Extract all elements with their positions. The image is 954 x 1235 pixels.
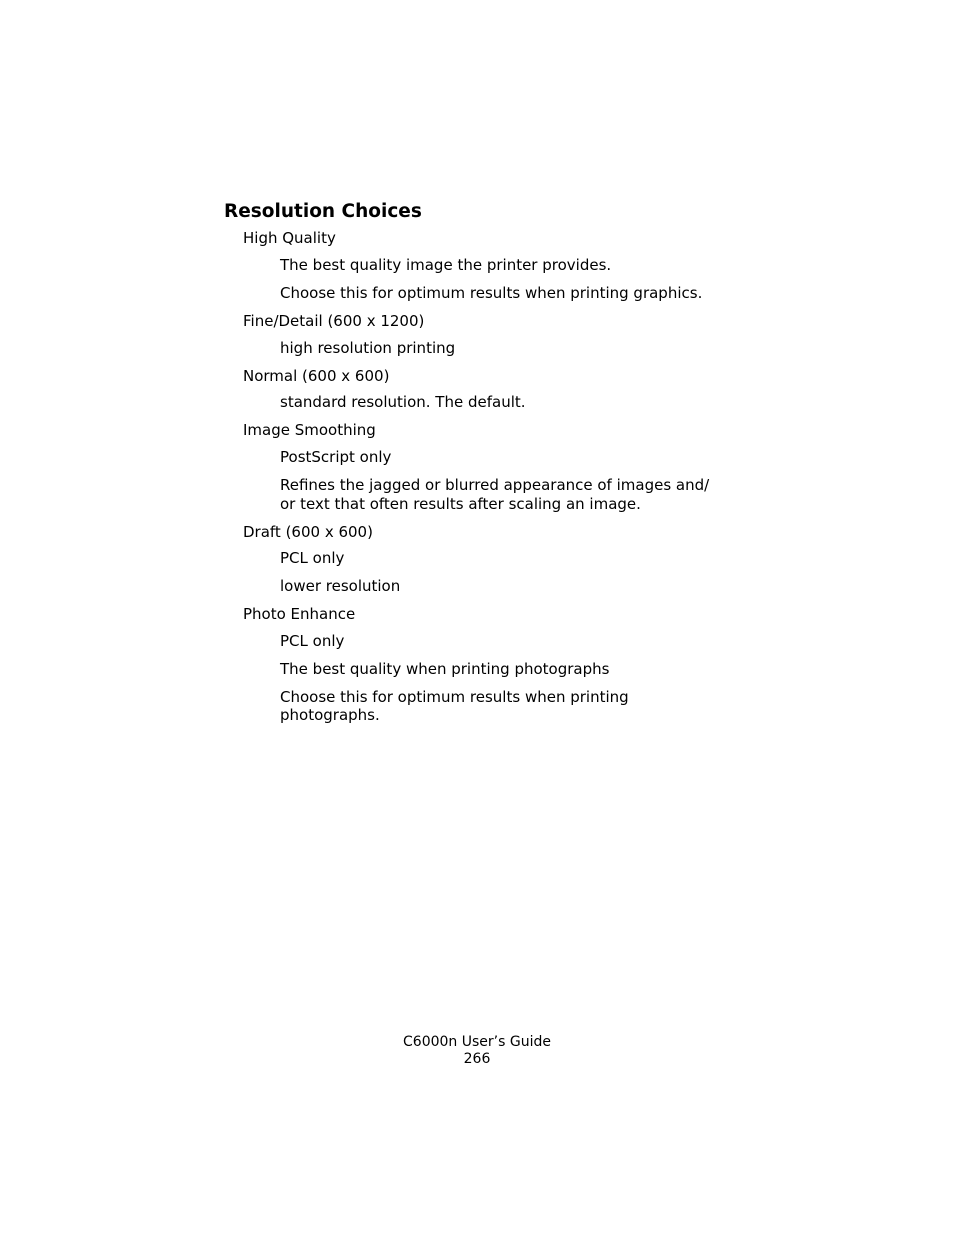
footer-page-number: 266 [463,1051,491,1067]
option-description: or text that often results after scaling an image. [280,495,641,513]
option-description: The best quality when printing photographs [280,660,610,678]
option-term-fine-detail: Fine/Detail (600 x 1200) [243,312,425,330]
option-term-high-quality: High Quality [243,229,336,247]
option-description: Refines the jagged or blurred appearance of images and/ [280,476,710,494]
footer-guide-title: C6000n User’s Guide [403,1034,551,1050]
option-description: standard resolution. The default. [280,393,526,411]
option-description: The best quality image the printer provides. [280,256,612,274]
page-title: Resolution Choices [224,201,422,222]
option-description: lower resolution [280,577,401,595]
option-description: Choose this for optimum results when printing [280,688,629,706]
option-description: PostScript only [280,448,392,466]
option-term-draft: Draft (600 x 600) [243,523,373,541]
option-description: high resolution printing [280,339,456,357]
option-description: PCL only [280,549,345,567]
option-term-image-smoothing: Image Smoothing [243,421,376,439]
option-term-photo-enhance: Photo Enhance [243,605,356,623]
option-description: Choose this for optimum results when printing graphics. [280,284,703,302]
option-description: photographs. [280,706,380,724]
option-term-normal: Normal (600 x 600) [243,367,390,385]
option-description: PCL only [280,632,345,650]
